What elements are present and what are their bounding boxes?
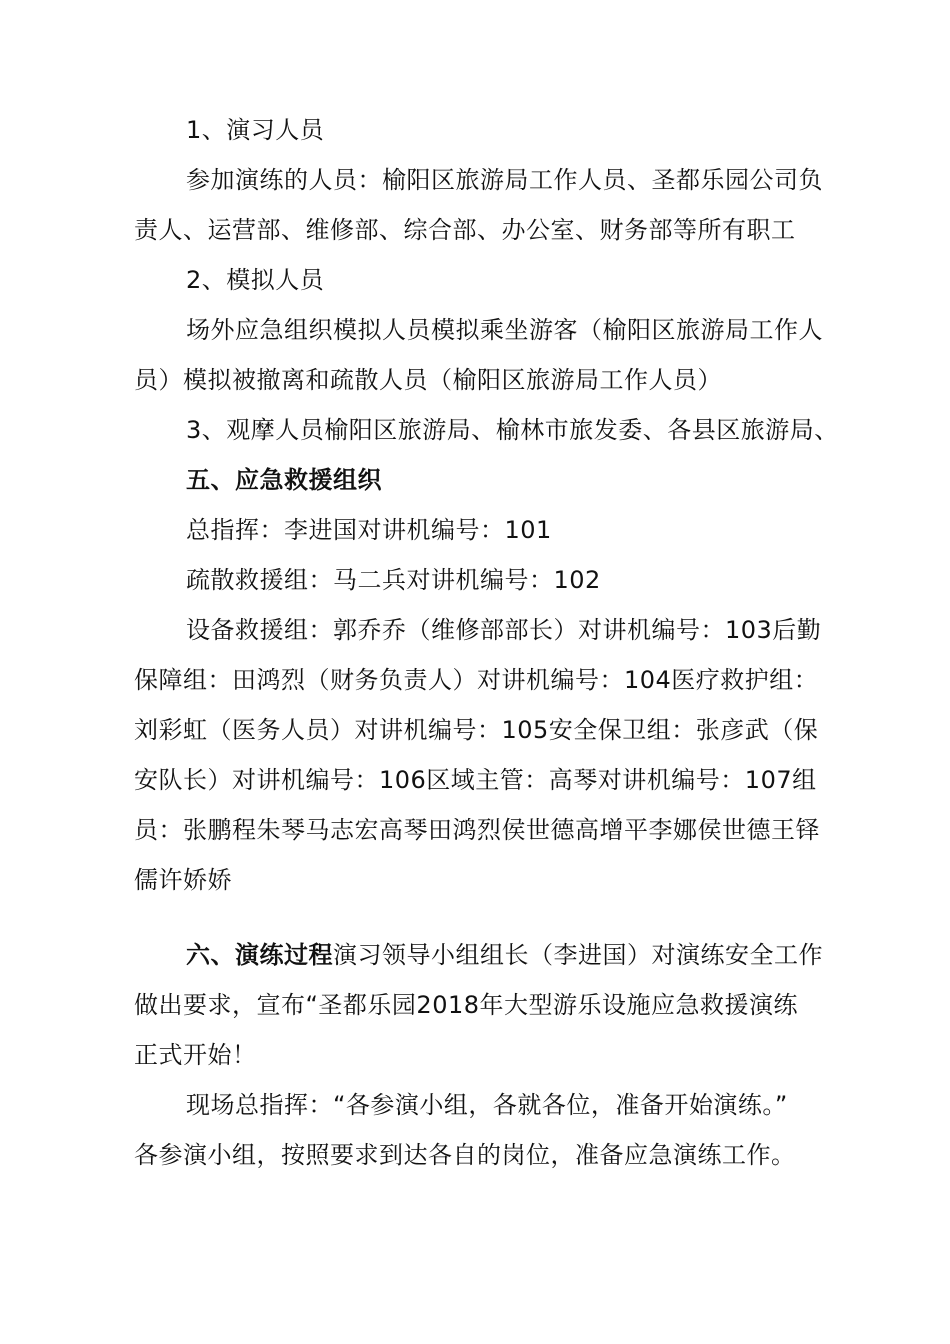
line-chief-commander: 总指挥：李进国对讲机编号：101: [186, 516, 552, 544]
paragraph-drill-process-line-2: 做出要求，宣布“圣都乐园2018年大型游乐设施应急救援演练: [134, 991, 799, 1019]
item-drill-personnel: 1、演习人员: [186, 116, 325, 144]
item-simulated-personnel: 2、模拟人员: [186, 266, 325, 294]
paragraph-simulated-line-2: 员）模拟被撤离和疏散人员（榆阳区旅游局工作人员）: [134, 366, 722, 394]
paragraph-simulated-line-1: 场外应急组织模拟人员模拟乘坐游客（榆阳区旅游局工作人: [186, 316, 823, 344]
paragraph-commander-line-2: 各参演小组，按照要求到达各自的岗位，准备应急演练工作。: [134, 1141, 796, 1169]
paragraph-drill-process-line-1: [186, 940, 823, 970]
paragraph-participants-line-2: 责人、运营部、维修部、综合部、办公室、财务部等所有职工: [134, 216, 796, 244]
paragraph-participants-line-1: 参加演练的人员：榆阳区旅游局工作人员、圣都乐园公司负: [186, 166, 823, 194]
section-heading-emergency-organization: 五、应急救援组织: [186, 466, 382, 494]
drill-process-text: 演习领导小组组长（李进国）对演练安全工作: [333, 941, 823, 969]
paragraph-teams-line-2: 保障组：田鸿烈（财务负责人）对讲机编号：104医疗救护组：: [134, 666, 819, 694]
paragraph-teams-line-4: 安队长）对讲机编号：106区域主管：高琴对讲机编号：107组: [134, 766, 817, 794]
line-evacuation-team: 疏散救援组：马二兵对讲机编号：102: [186, 566, 601, 594]
paragraph-teams-line-5: 员：张鹏程朱琴马志宏高琴田鸿烈侯世德高增平李娜侯世德王铎: [134, 816, 820, 844]
item-observers: 3、观摩人员榆阳区旅游局、榆林市旅发委、各县区旅游局、: [186, 416, 839, 444]
section-heading-drill-process: 六、演练过程: [186, 941, 333, 969]
paragraph-drill-process-line-3: 正式开始！: [134, 1041, 257, 1069]
paragraph-teams-line-6: 儒许娇娇: [134, 866, 232, 894]
paragraph-teams-line-1: 设备救援组：郭乔乔（维修部部长）对讲机编号：103后勤: [186, 616, 822, 644]
paragraph-teams-line-3: 刘彩虹（医务人员）对讲机编号：105安全保卫组：张彦武（保: [134, 716, 819, 744]
paragraph-commander-line-1: 现场总指挥：“各参演小组，各就各位，准备开始演练。”: [186, 1091, 788, 1119]
